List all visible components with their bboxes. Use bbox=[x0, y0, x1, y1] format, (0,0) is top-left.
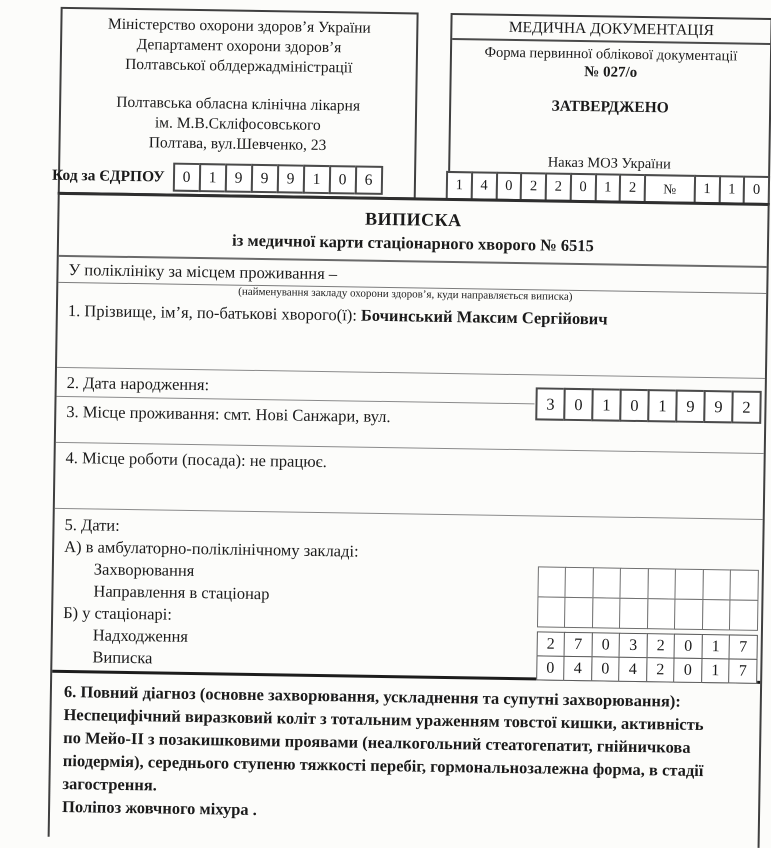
referral-label: Направлення в стаціонар bbox=[93, 581, 270, 604]
document-subtitle: із медичної карти стаціонарного хворого № 6515 bbox=[231, 230, 595, 256]
admission-digit: 0 bbox=[591, 632, 620, 657]
discharge-digit: 4 bbox=[618, 656, 647, 681]
empty-box bbox=[592, 567, 621, 598]
empty-box bbox=[537, 566, 566, 597]
edrpou-digit: 0 bbox=[172, 163, 200, 192]
outpatient-date-boxes bbox=[538, 566, 759, 630]
clinic-destination-label: У поліклініку за місцем проживання – bbox=[58, 257, 766, 294]
edrpou-code-boxes bbox=[174, 163, 382, 195]
discharge-digit: 0 bbox=[591, 656, 620, 681]
birth-digit: 2 bbox=[731, 390, 762, 423]
order-number-digit: 0 bbox=[743, 176, 770, 205]
order-label: Наказ МОЗ України bbox=[547, 154, 671, 173]
order-date-digit: 4 bbox=[470, 171, 497, 200]
order-date-digit: 0 bbox=[569, 173, 596, 202]
birth-digit: 9 bbox=[675, 390, 706, 423]
order-date-digit: 2 bbox=[545, 172, 572, 201]
discharge-digit: 2 bbox=[646, 657, 675, 682]
order-date-digit: 2 bbox=[619, 174, 646, 203]
ministry-line: Полтавської облдержадміністрації bbox=[125, 55, 353, 77]
admission-digit: 2 bbox=[536, 631, 565, 656]
admission-digit: 7 bbox=[729, 634, 758, 659]
dates-label: 5. Дати: bbox=[64, 514, 120, 535]
empty-box bbox=[674, 598, 703, 629]
empty-box bbox=[564, 596, 593, 627]
clinic-destination-caption: (найменування закладу охорони здоров’я, куди направляється виписка) bbox=[238, 285, 573, 303]
form-body bbox=[48, 192, 770, 848]
edrpou-digit: 0 bbox=[328, 165, 356, 194]
discharge-digit: 0 bbox=[536, 655, 565, 680]
empty-box bbox=[564, 567, 593, 598]
field-birth-and-address bbox=[56, 368, 765, 453]
edrpou-digit: 1 bbox=[302, 165, 330, 194]
outpatient-label: А) в амбулаторно-поліклінічному закладі: bbox=[64, 536, 359, 561]
inpatient-date-boxes bbox=[537, 631, 758, 683]
empty-box bbox=[591, 597, 620, 628]
empty-box bbox=[702, 569, 731, 600]
field-full-diagnosis bbox=[50, 673, 760, 829]
admission-digit: 7 bbox=[564, 632, 593, 657]
edrpou-digit: 6 bbox=[354, 165, 382, 194]
field-workplace: 4. Місце роботи (посада): не працює. bbox=[65, 447, 327, 472]
residence-label: 3. Місце проживання: смт. Нові Санжари, вул. bbox=[66, 401, 391, 427]
ministry-line: Міністерство охорони здоров’я України bbox=[107, 15, 371, 37]
form-subtitle: Форма первинної облікової документації bbox=[484, 44, 738, 65]
approved-label: ЗАТВЕРДЖЕНО bbox=[551, 97, 669, 117]
medical-documentation-title: МЕДИЧНА ДОКУМЕНТАЦІЯ bbox=[452, 15, 770, 45]
diagnosis-text-2: Поліпоз жовчного міхура . bbox=[61, 796, 258, 820]
empty-box bbox=[619, 568, 648, 599]
field-patient-name bbox=[57, 296, 766, 378]
document-title: ВИПИСКА bbox=[364, 208, 462, 231]
birth-digit: 9 bbox=[703, 390, 734, 423]
document-title-block bbox=[59, 195, 768, 266]
edrpou-digit: 9 bbox=[224, 163, 252, 192]
empty-box bbox=[536, 596, 565, 627]
birth-digit: 1 bbox=[591, 388, 622, 421]
discharge-date-boxes bbox=[537, 655, 757, 683]
ministry-line: Департамент охорони здоров’я bbox=[136, 36, 342, 57]
order-number-digit: 1 bbox=[693, 175, 720, 204]
form-number: № 027/о bbox=[584, 64, 638, 81]
admission-digit: 2 bbox=[646, 633, 675, 658]
edrpou-row bbox=[52, 161, 410, 196]
empty-box bbox=[701, 598, 730, 629]
inpatient-label: Б) у стаціонарі: bbox=[63, 602, 173, 624]
order-date-digit: 1 bbox=[594, 173, 621, 202]
facility-line: ім. М.В.Скліфосовського bbox=[154, 114, 321, 134]
order-date-digit: 0 bbox=[495, 172, 522, 201]
issuer-box bbox=[51, 7, 419, 200]
order-date-digit: 1 bbox=[446, 171, 473, 200]
form-info-box bbox=[448, 13, 771, 205]
form-header bbox=[51, 7, 771, 205]
diagnosis-text: 6. Повний діагноз (основне захворювання, ускладнення та супутні захворювання): Неспецифічний виразковий коліт з тотальним ураженням товстої кишки, активність по Мейо-II з позакишковими проявами (неалкогольний стеатогепатит, гнійничкова піодермія), середнього ступеню тяжкості перебіг, гормональнозалежна форма, в стадії загострення. bbox=[62, 681, 704, 795]
admission-digit: 1 bbox=[701, 634, 730, 659]
order-number-label-cell: № bbox=[644, 174, 696, 204]
empty-box bbox=[619, 597, 648, 628]
discharge-digit: 4 bbox=[563, 655, 592, 680]
birth-date-boxes bbox=[537, 387, 761, 424]
birth-date-label: 2. Дата народження: bbox=[66, 372, 210, 395]
birth-digit: 1 bbox=[647, 389, 678, 422]
illness-label: Захворювання bbox=[93, 559, 195, 581]
birth-digit: 3 bbox=[535, 387, 566, 420]
admission-digit: 3 bbox=[619, 633, 648, 658]
empty-box bbox=[729, 569, 758, 600]
discharge-label: Виписка bbox=[92, 647, 153, 668]
edrpou-digit: 9 bbox=[250, 164, 278, 193]
facility-line: Полтава, вул.Шевченко, 23 bbox=[148, 134, 327, 155]
patient-name-label: 1. Прізвище, ім’я, по-батькові хворого(ї): bbox=[67, 301, 358, 325]
edrpou-digit: 1 bbox=[198, 163, 226, 192]
discharge-digit: 7 bbox=[728, 658, 757, 683]
empty-box bbox=[647, 568, 676, 599]
patient-name-value: Бочинський Максим Сергійович bbox=[360, 305, 608, 329]
empty-box bbox=[674, 569, 703, 600]
birth-digit: 0 bbox=[619, 389, 650, 422]
discharge-digit: 1 bbox=[701, 657, 730, 682]
referral-date-boxes bbox=[538, 596, 758, 630]
field-dates bbox=[52, 509, 762, 681]
edrpou-digit: 9 bbox=[276, 164, 304, 193]
admission-digit: 0 bbox=[674, 634, 703, 659]
order-number-digit: 1 bbox=[718, 175, 745, 204]
facility-line: Полтавська обласна клінічна лікарня bbox=[116, 93, 361, 115]
discharge-digit: 0 bbox=[673, 657, 702, 682]
empty-box bbox=[729, 599, 758, 630]
admission-label: Надходження bbox=[92, 625, 189, 646]
edrpou-label: Код за ЄДРПОУ bbox=[51, 166, 165, 186]
empty-box bbox=[646, 598, 675, 629]
order-date-digit: 2 bbox=[520, 172, 547, 201]
birth-digit: 0 bbox=[563, 388, 594, 421]
